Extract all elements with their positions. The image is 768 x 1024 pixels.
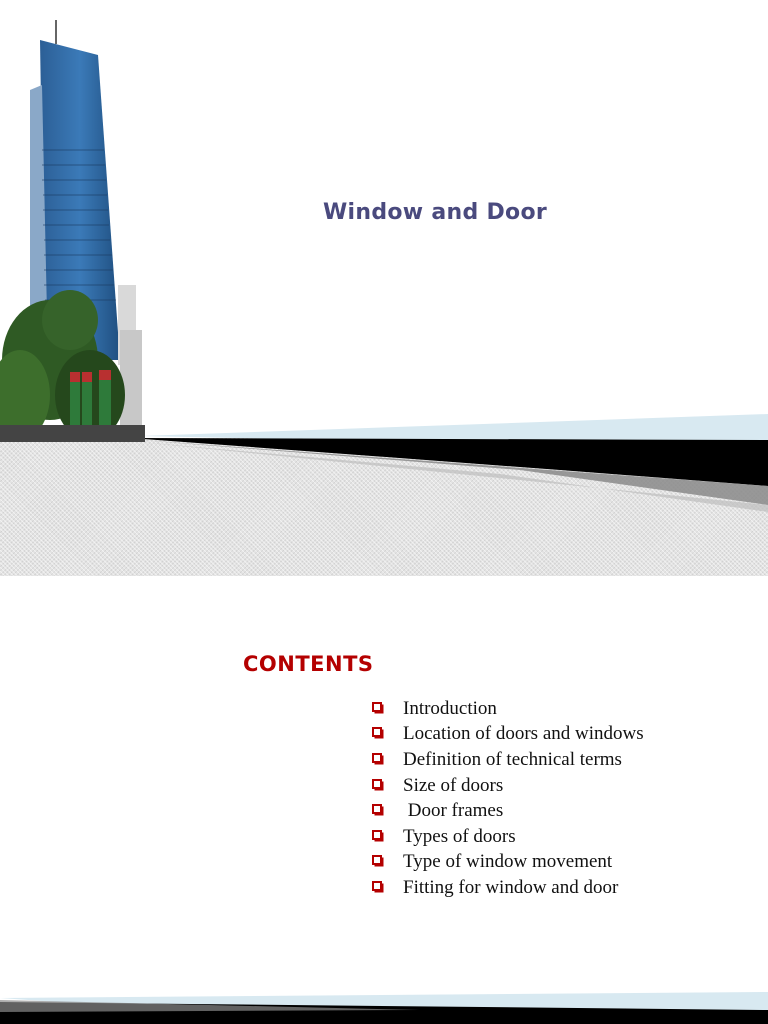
bottom-swoosh [0, 988, 768, 1024]
square-bullet-icon [372, 753, 382, 763]
square-bullet-icon [372, 702, 382, 712]
list-item: Introduction [372, 696, 644, 722]
list-item: Door frames [372, 798, 644, 824]
list-item: Location of doors and windows [372, 722, 644, 748]
square-bullet-icon [372, 881, 382, 891]
list-item: Fitting for window and door [372, 875, 644, 901]
square-bullet-icon [372, 830, 382, 840]
skyscraper-photo [0, 0, 145, 442]
list-item: Type of window movement [372, 850, 644, 876]
square-bullet-icon [372, 804, 382, 814]
contents-heading: CONTENTS [243, 652, 374, 676]
contents-slide [0, 576, 768, 1024]
square-bullet-icon [372, 727, 382, 737]
list-item: Size of doors [372, 773, 644, 799]
contents-list [372, 696, 644, 901]
list-item: Types of doors [372, 824, 644, 850]
slide-title: Window and Door [322, 200, 548, 225]
square-bullet-icon [372, 855, 382, 865]
list-item: Definition of technical terms [372, 747, 644, 773]
square-bullet-icon [372, 779, 382, 789]
